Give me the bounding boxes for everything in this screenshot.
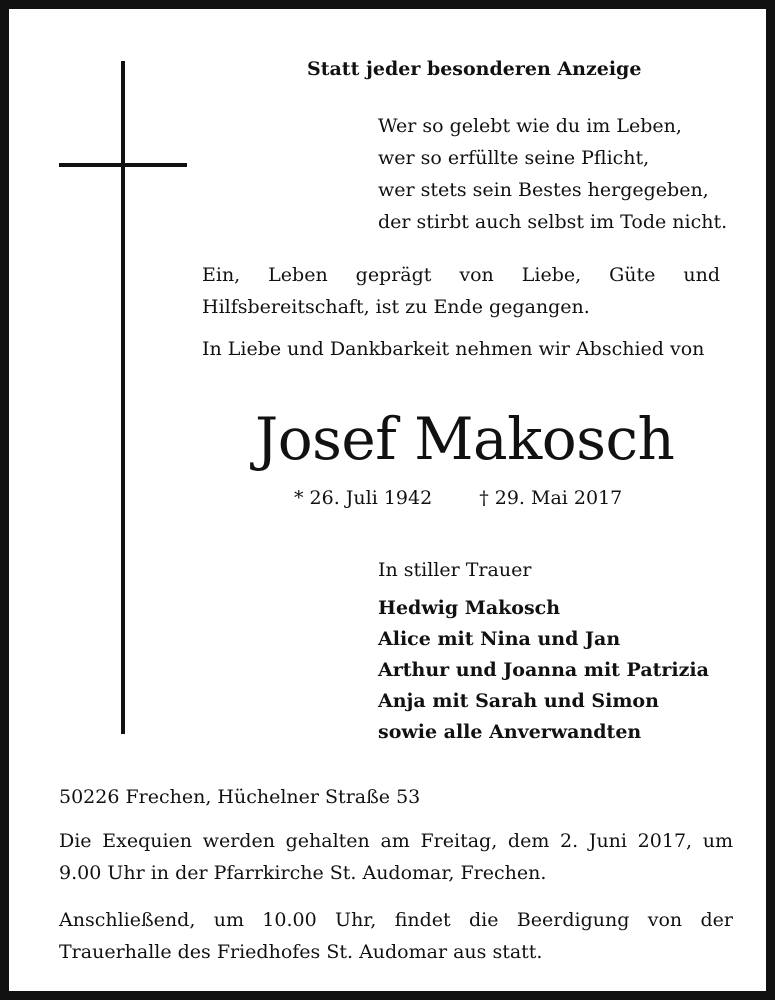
mourner-name: Alice mit Nina und Jan (378, 628, 621, 650)
life-dates (294, 483, 622, 513)
mourner-name: Anja mit Sarah und Simon (378, 690, 659, 712)
service-details: Die Exequien werden gehalten am Freitag, dem 2. Juni 2017, um 9.00 Uhr in der Pfarrkirche St. Audomar, Frechen. (59, 830, 733, 884)
farewell-line: In Liebe und Dankbarkeit nehmen wir Abschied von (202, 338, 705, 360)
cross-vertical-beam (121, 61, 125, 734)
burial-details: Anschließend, um 10.00 Uhr, findet die Beerdigung von der Trauerhalle des Friedhofes St. Audomar aus statt. (59, 909, 733, 963)
deceased-name: Josef Makosch (255, 405, 675, 473)
poem-line: wer stets sein Bestes hergegeben, (378, 179, 709, 201)
mourner-name: Arthur und Joanna mit Patrizia (378, 659, 709, 681)
poem-line: Wer so gelebt wie du im Leben, (378, 115, 682, 137)
announcement-header: Statt jeder besonderen Anzeige (307, 58, 642, 80)
mourners-list (378, 593, 709, 748)
mourner-name: sowie alle Anverwandten (378, 721, 642, 743)
memorial-poem (378, 110, 727, 238)
intro-paragraph: Ein, Leben geprägt von Liebe, Güte und Hilfsbereitschaft, ist zu Ende gegangen. (202, 264, 720, 318)
family-address: 50226 Frechen, Hüchelner Straße 53 (59, 786, 421, 808)
cross-horizontal-beam (59, 163, 187, 167)
poem-line: wer so erfüllte seine Pflicht, (378, 147, 650, 169)
birth-date: * 26. Juli 1942 (294, 487, 433, 509)
poem-line: der stirbt auch selbst im Tode nicht. (378, 211, 728, 233)
mourner-name: Hedwig Makosch (378, 597, 561, 619)
death-date: † 29. Mai 2017 (479, 487, 623, 509)
mourners-label: In stiller Trauer (378, 559, 532, 581)
